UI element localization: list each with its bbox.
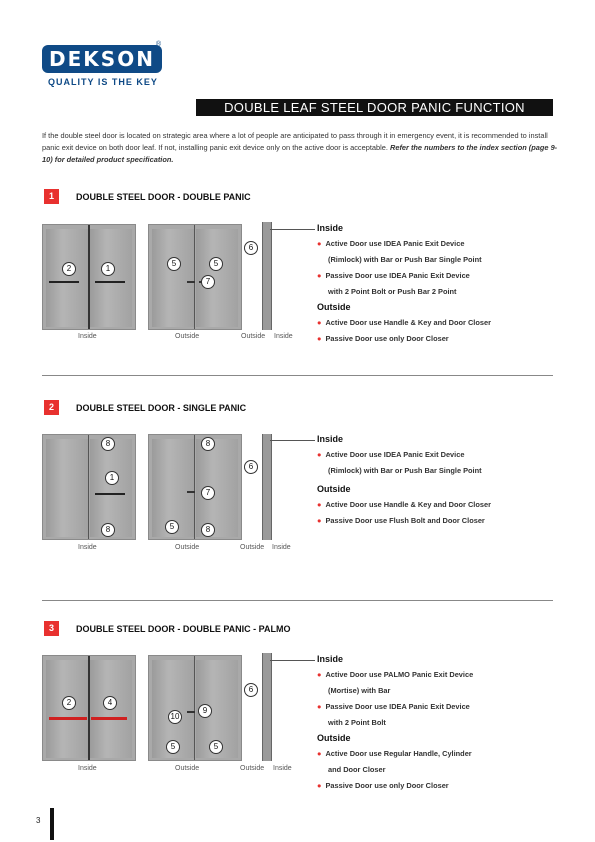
s2-door-section: [262, 434, 272, 540]
section-divider: [42, 600, 553, 601]
s2-callout: 7: [201, 486, 215, 500]
section-3-number: 3: [44, 621, 59, 636]
s2-door-inside: [42, 434, 136, 540]
s1-caption: Inside: [274, 333, 293, 340]
s1-door-inside: [42, 224, 136, 330]
s3-callout: 4: [103, 696, 117, 710]
s3-callout: 5: [209, 740, 223, 754]
section-divider: [42, 375, 553, 376]
s2-callout: 8: [101, 437, 115, 451]
s2-callout: 8: [101, 523, 115, 537]
s1-callout: 5: [167, 257, 181, 271]
list-item: ● Active Door use IDEA Panic Exit Device: [317, 450, 465, 459]
list-item: ● Active Door use Regular Handle, Cylinder: [317, 749, 472, 758]
section-2-number: 2: [44, 400, 59, 415]
section-2-title: DOUBLE STEEL DOOR - SINGLE PANIC: [76, 403, 247, 413]
s2-caption: Outside: [240, 544, 265, 551]
s3-caption: Inside: [78, 765, 97, 772]
s3-caption: Outside: [175, 765, 200, 772]
page-title: DOUBLE LEAF STEEL DOOR PANIC FUNCTION: [196, 99, 553, 116]
s2-callout: 1: [105, 471, 119, 485]
s1-inside-heading: Inside: [317, 223, 344, 233]
s3-callout: 2: [62, 696, 76, 710]
list-item: ● Passive Door use only Door Closer: [317, 781, 449, 790]
s3-outside-heading: Outside: [317, 733, 351, 743]
s1-spec-list: [317, 223, 557, 347]
s1-callout: 7: [201, 275, 215, 289]
list-item: ● Active Door use Handle & Key and Door Closer: [317, 318, 491, 327]
list-item: ● Passive Door use IDEA Panic Exit Device: [317, 271, 470, 280]
list-item: ● Active Door use PALMO Panic Exit Device: [317, 670, 474, 679]
s2-spec-list: [317, 434, 557, 529]
s2-outside-heading: Outside: [317, 484, 351, 494]
section-3-title: DOUBLE STEEL DOOR - DOUBLE PANIC - PALMO: [76, 624, 291, 634]
s3-callout: 9: [198, 704, 212, 718]
s1-outside-heading: Outside: [317, 302, 351, 312]
s2-callout: 6: [244, 460, 258, 474]
intro-text: If the double steel door is located on strategic area where a lot of people are anticipated to pass through it in emergency event, it is recommended to install panic exit device on both door leaf. If not, installing panic exit device only on the active door is acceptable.: [42, 131, 548, 152]
s2-caption: Inside: [272, 544, 291, 551]
intro-emphasis: Refer the numbers to the index section (page 9-10) for detailed product specification.: [42, 143, 558, 164]
s3-callout: 10: [168, 710, 182, 724]
list-item: with 2 Point Bolt or Push Bar 2 Point: [328, 287, 457, 296]
registered-mark: ®: [156, 41, 162, 48]
list-item: (Rimlock) with Bar or Push Bar Single Point: [328, 466, 482, 475]
brand-logo: [42, 45, 162, 73]
page-marker-bar: [50, 808, 54, 840]
list-item: ● Active Door use Handle & Key and Door Closer: [317, 500, 491, 509]
s1-callout: 5: [209, 257, 223, 271]
s2-callout: 8: [201, 437, 215, 451]
section-1-number: 1: [44, 189, 59, 204]
list-item: ● Active Door use IDEA Panic Exit Device: [317, 239, 465, 248]
list-item: with 2 Point Bolt: [328, 718, 386, 727]
s3-door-inside: [42, 655, 136, 761]
list-item: ● Passive Door use only Door Closer: [317, 334, 449, 343]
list-item: ● Passive Door use Flush Bolt and Door Closer: [317, 516, 485, 525]
logo-tagline: QUALITY IS THE KEY: [48, 77, 158, 87]
s3-door-outside: [148, 655, 242, 761]
s3-inside-heading: Inside: [317, 654, 344, 664]
list-item: (Rimlock) with Bar or Push Bar Single Point: [328, 255, 482, 264]
s2-door-outside: [148, 434, 242, 540]
s1-caption: Outside: [175, 333, 200, 340]
s1-caption: Outside: [241, 333, 266, 340]
section-1-title: DOUBLE STEEL DOOR - DOUBLE PANIC: [76, 192, 251, 202]
s1-callout: 2: [62, 262, 76, 276]
s1-callout: 6: [244, 241, 258, 255]
list-item: and Door Closer: [328, 765, 386, 774]
s3-spec-list: [317, 654, 557, 794]
s1-callout: 1: [101, 262, 115, 276]
s2-caption: Outside: [175, 544, 200, 551]
intro-paragraph: [42, 130, 562, 166]
s3-door-section: [262, 653, 272, 761]
s2-inside-heading: Inside: [317, 434, 344, 444]
list-item: ● Passive Door use IDEA Panic Exit Device: [317, 702, 470, 711]
s3-caption: Inside: [273, 765, 292, 772]
logo-wordmark: DEKSON: [42, 45, 162, 73]
s1-caption: Inside: [78, 333, 97, 340]
s3-caption: Outside: [240, 765, 265, 772]
s2-callout: 8: [201, 523, 215, 537]
s2-callout: 5: [165, 520, 179, 534]
s3-callout: 5: [166, 740, 180, 754]
s3-callout: 6: [244, 683, 258, 697]
s1-door-outside: [148, 224, 242, 330]
list-item: (Mortise) with Bar: [328, 686, 391, 695]
page-number: 3: [36, 816, 41, 825]
s1-door-section: [262, 222, 272, 330]
s2-caption: Inside: [78, 544, 97, 551]
